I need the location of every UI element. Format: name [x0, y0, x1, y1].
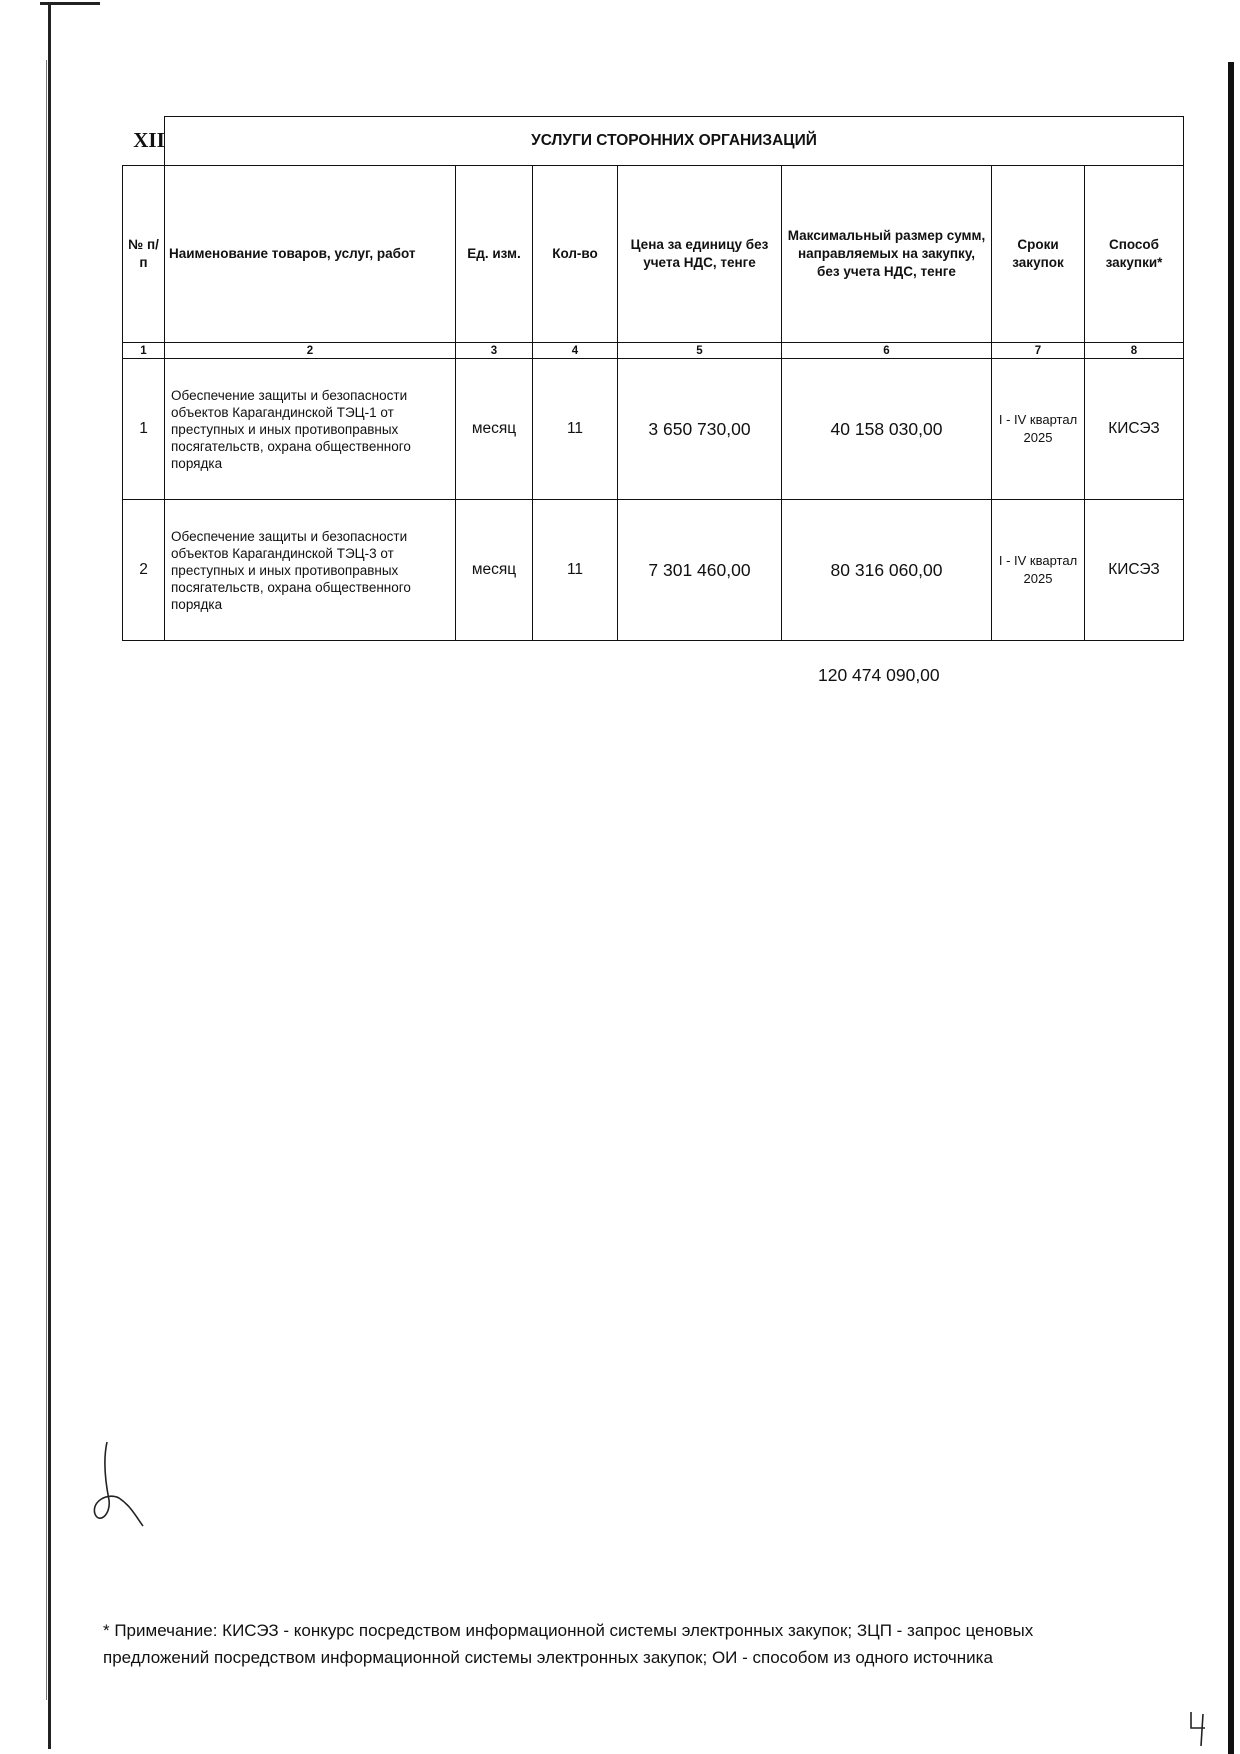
- signature-image: [85, 1440, 155, 1530]
- row-number: 1: [123, 359, 165, 500]
- header-qty: Кол-во: [533, 166, 618, 343]
- header-price: Цена за единицу без учета НДС, тенге: [618, 166, 782, 343]
- column-number: 3: [456, 343, 533, 359]
- row-price: 3 650 730,00: [618, 359, 782, 500]
- header-name: Наименование товаров, услуг, работ: [165, 166, 456, 343]
- row-price: 7 301 460,00: [618, 500, 782, 641]
- row-qty: 11: [533, 500, 618, 641]
- table-row: [123, 500, 1184, 641]
- scan-artifact-left: [48, 4, 51, 1749]
- column-number: 8: [1085, 343, 1184, 359]
- row-unit: месяц: [456, 500, 533, 641]
- handwritten-page-number: [1187, 1708, 1209, 1748]
- table-header-row: [123, 166, 1184, 343]
- title-spacer-cell: [123, 117, 165, 166]
- column-number: 2: [165, 343, 456, 359]
- total-amount: 120 474 090,00: [818, 665, 940, 685]
- section-number: XII: [133, 128, 165, 152]
- header-method: Способ закупки*: [1085, 166, 1184, 343]
- header-period: Сроки закупок: [992, 166, 1085, 343]
- scan-artifact-right: [1228, 62, 1234, 1754]
- column-number: 5: [618, 343, 782, 359]
- row-name: Обеспечение защиты и безопасности объектов Карагандинской ТЭЦ-3 от преступных и иных противоправных посягательств, охрана общественного порядка: [165, 500, 456, 641]
- row-period: I - IV квартал 2025: [992, 500, 1085, 641]
- column-number: 7: [992, 343, 1085, 359]
- header-amount: Максимальный размер сумм, направляемых на закупку, без учета НДС, тенге: [782, 166, 992, 343]
- scan-artifact-left-faint: [46, 60, 47, 1700]
- section-title: УСЛУГИ СТОРОННИХ ОРГАНИЗАЦИЙ: [165, 117, 1184, 166]
- row-method: КИСЭЗ: [1085, 500, 1184, 641]
- procurement-table: [122, 116, 1184, 641]
- row-period: I - IV квартал 2025: [992, 359, 1085, 500]
- footnote-note: * Примечание: КИСЭЗ - конкурс посредством информационной системы электронных закупок; ЗЦП - запрос ценовых предложений посредством информационной системы электронных закупок; ОИ - способом из одного источника: [103, 1621, 1034, 1667]
- row-amount: 80 316 060,00: [782, 500, 992, 641]
- row-unit: месяц: [456, 359, 533, 500]
- row-qty: 11: [533, 359, 618, 500]
- column-number: 4: [533, 343, 618, 359]
- row-name: Обеспечение защиты и безопасности объектов Карагандинской ТЭЦ-1 от преступных и иных противоправных посягательств, охрана общественного порядка: [165, 359, 456, 500]
- row-method: КИСЭЗ: [1085, 359, 1184, 500]
- header-no: № п/п: [123, 166, 165, 343]
- column-number-row: [123, 343, 1184, 359]
- header-unit: Ед. изм.: [456, 166, 533, 343]
- column-number: 6: [782, 343, 992, 359]
- table-row: [123, 359, 1184, 500]
- row-amount: 40 158 030,00: [782, 359, 992, 500]
- column-number: 1: [123, 343, 165, 359]
- row-number: 2: [123, 500, 165, 641]
